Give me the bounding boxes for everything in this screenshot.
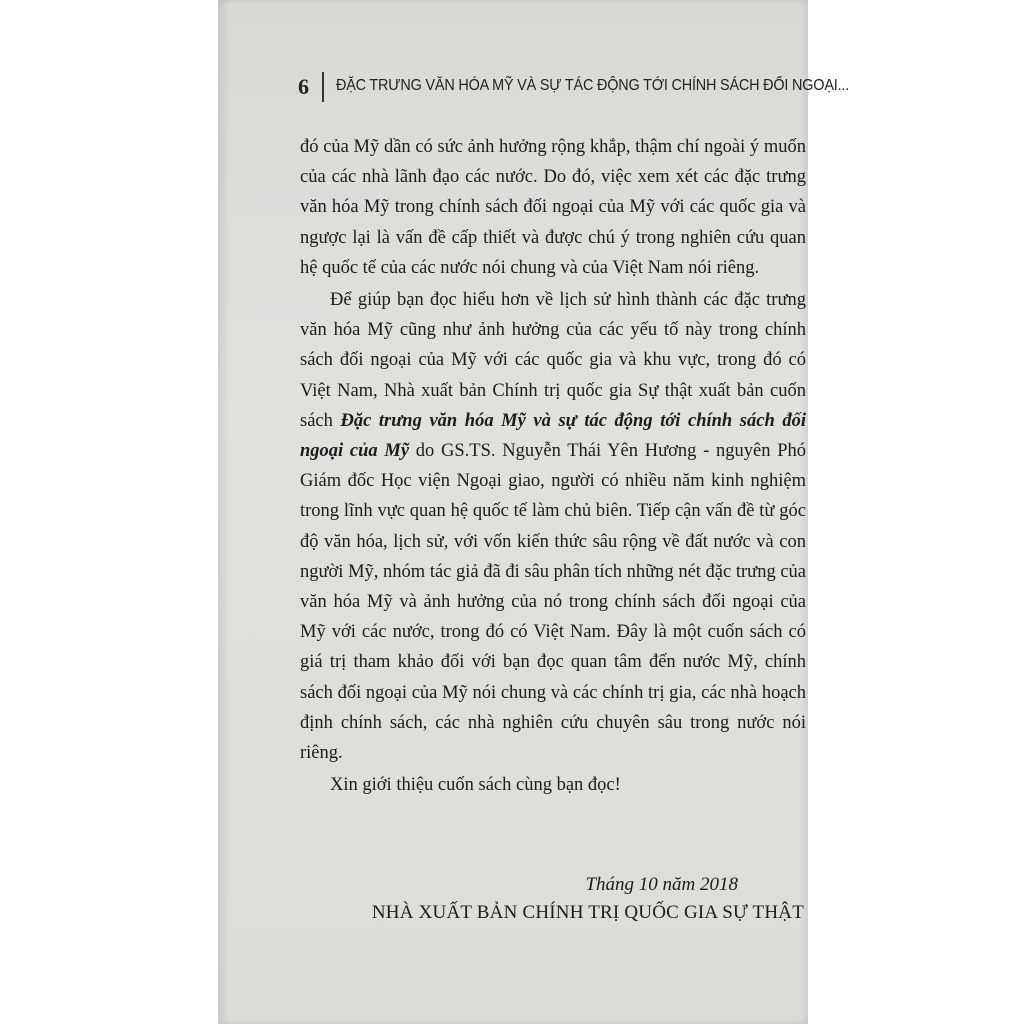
book-page	[218, 0, 850, 1024]
paragraph-2-intro: Để giúp bạn đọc hiểu hơn về lịch sử hình thành các đặc trưng văn hóa Mỹ cũng như ảnh hưởng của các yếu tố này trong chính sách đối ngoại của Mỹ với các quốc gia và khu vực, trong đó có Việt Nam, Nhà xuất bản Chính trị quốc gia Sự thật xuất bản cuốn sách	[300, 290, 806, 431]
paragraph-2	[300, 285, 806, 768]
signoff-publisher: NHÀ XUẤT BẢN CHÍNH TRỊ QUỐC GIA SỰ THẬT	[371, 902, 804, 923]
paragraph-1: đó của Mỹ dần có sức ảnh hưởng rộng khắp, thậm chí ngoài ý muốn của các nhà lãnh đạo các nước. Do đó, việc xem xét các đặc trưng văn hóa Mỹ trong chính sách đối ngoại của Mỹ với các quốc gia và ngược lại là vấn đề cấp thiết và được chú ý trong nghiên cứu quan hệ quốc tế của các nước nói chung và của Việt Nam nói riêng.	[300, 137, 806, 278]
paragraph-2-rest: do GS.TS. Nguyễn Thái Yên Hương - nguyên Phó Giám đốc Học viện Ngoại giao, người có nhiều năm kinh nghiệm trong lĩnh vực quan hệ quốc tế làm chủ biên. Tiếp cận vấn đề từ góc độ văn hóa, lịch sử, với vốn kiến thức sâu rộng về đất nước và con người Mỹ, nhóm tác giả đã đi sâu phân tích những nét đặc trưng của văn hóa Mỹ và ảnh hưởng của nó trong chính sách đối ngoại của Mỹ với các nước, trong đó có Việt Nam. Đây là một cuốn sách có giá trị tham khảo đối với bạn đọc quan tâm đến nước Mỹ, chính sách đối ngoại của Mỹ nói chung và các chính trị gia, các nhà hoạch định chính sách, các nhà nghiên cứu chuyên sâu trong nước nói riêng.	[300, 441, 807, 764]
running-header: ĐẶC TRƯNG VĂN HÓA MỸ VÀ SỰ TÁC ĐỘNG TỚI CHÍNH SÁCH ĐỐI NGOẠI...	[336, 77, 850, 94]
signoff-date: Tháng 10 năm 2018	[585, 874, 738, 895]
header-divider	[322, 72, 324, 102]
page-header	[298, 72, 850, 102]
paragraph-3: Xin giới thiệu cuốn sách cùng bạn đọc!	[330, 775, 621, 796]
book-title: Đặc trưng văn hóa Mỹ và sự tác động tới chính sách đối ngoại của Mỹ	[300, 410, 806, 462]
body-text	[300, 132, 806, 800]
page-number: 6	[298, 74, 309, 99]
